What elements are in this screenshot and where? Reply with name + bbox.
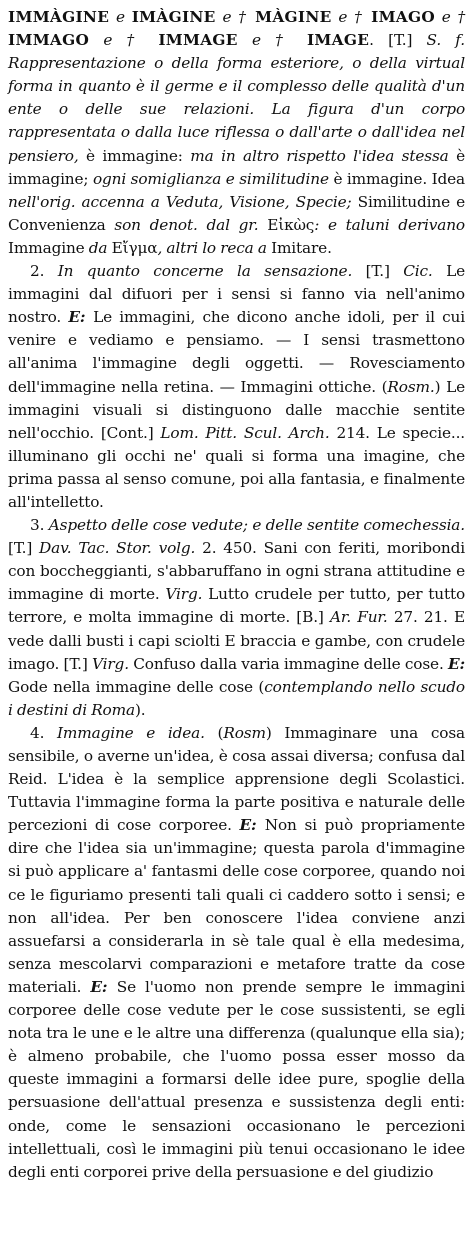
text-run: 3.	[30, 516, 49, 535]
text-run: IMMAGE	[158, 31, 238, 50]
text-run: IMMÀGINE	[8, 8, 110, 26]
text-run: (	[217, 723, 224, 742]
text-run: Lom. Pitt. Scul. Arch.	[160, 423, 337, 442]
text-run: e †	[237, 31, 307, 50]
text-run: e	[109, 8, 132, 26]
text-run: Immagine	[8, 238, 89, 257]
text-run: ) Immaginare una cosa sensibile, o averne un'idea, è cosa assai diversa; confusa dal Reid. L'idea è la semplice apprensione degli Scolastici. Tuttavia l'immagine forma la parte positiva e naturale delle percezioni di cose corporee.	[8, 723, 465, 835]
text-run: IMAGO	[371, 8, 435, 26]
text-run: 4.	[30, 723, 57, 742]
text-run: Cic.	[403, 262, 447, 281]
text-run: E:	[239, 816, 265, 835]
text-run: IMAGE	[306, 31, 370, 50]
text-run: IMMAGO	[8, 31, 90, 50]
text-run: Rosm.	[387, 377, 435, 396]
text-run: Εἴγμα	[111, 238, 158, 257]
text-run: è immagine;	[8, 146, 465, 188]
text-run: 214. Le specie... illuminano gli occhi ne' quali si forma una imagine, che prima passa al senso comune, poi alla fantasia, e finalmente all'intelletto.	[8, 423, 466, 511]
text-run: Similitudine e Convenienza	[8, 192, 465, 234]
text-run: 2.	[30, 262, 58, 281]
text-run: , altri lo reca a	[157, 238, 272, 257]
text-run: S. f. Rappresentazione o della forma esteriore, o della virtual forma in quanto è il germe e il complesso delle qualità d'un ente o delle sue relazioni. La figura d'un corpo rappresentata o dalla luce riflessa o dall'arte o dall'idea nel pensiero,	[8, 31, 465, 165]
text-run: . [T.]	[369, 31, 427, 50]
text-run: Virg.	[165, 585, 209, 604]
text-run: Confuso dalla varia immagine delle cose.	[133, 654, 448, 673]
text-run: Veduta, Visione, Specie;	[165, 192, 358, 211]
text-run: Dav. Tac. Stor. volg.	[39, 539, 203, 558]
text-run: e †	[89, 31, 159, 50]
text-run: e †	[434, 8, 466, 26]
text-run: Se l'uomo non prende sempre le immagini corporee delle cose vedute per le cose sussistenti, se egli nota tra le une e le altre una differenza (qualunque ella sia); è almeno probabile, che l'uomo possa esser mosso da queste immagini a formarsi delle idee pure, spoglie della persuasione dell'attual presenza e sussistenza degli enti: onde, come le sensazioni occasionano le percezioni intellettuali, così le immagini più tenui occasionano le idee degli enti corporei prive della persuasione e del giudizio	[8, 977, 466, 1181]
text-run: Le immagini dal difuori per i sensi si fanno via nell'animo nostro.	[8, 262, 465, 327]
text-run: E:	[68, 308, 94, 327]
text-run: [T.]	[365, 262, 404, 281]
text-run: In quanto concerne la sensazione.	[57, 262, 366, 281]
text-run: IMÀGINE	[131, 8, 216, 26]
section-2-sensazione	[8, 260, 465, 514]
text-run: è immagine:	[86, 146, 191, 165]
text-run: ).	[134, 700, 146, 719]
text-run: 2. 450. Sani con feriti, moribondi con boccheggianti, s'abbaruffano in ogni strana attitudine e immagine di morte.	[8, 539, 465, 604]
text-run: [T.]	[8, 539, 40, 558]
text-run: Virg.	[92, 654, 134, 673]
section-4-immagine-e-idea	[8, 722, 465, 1184]
text-run: 27. 21. E vede dalli busti i capi sciolti E braccia e gambe, con crudele imago. [T.]	[8, 608, 465, 673]
text-run: E:	[90, 977, 117, 996]
text-run: E:	[447, 654, 465, 673]
text-run: nell'orig. accenna a	[8, 192, 166, 211]
text-run: Lutto crudele per tutto, per tutto terrore, e molta immagine di morte. [B.]	[8, 585, 465, 627]
text-run: Non si può propriamente dire che l'idea sia un'immagine; questa parola d'immagine si può applicare a' fantasmi delle cose corporee, quando noi ce le figuriamo presenti tali quali ci caddero sotto i sensi; e non all'idea. Per ben conoscere l'idea conviene anzi assuefarsi a considerarla in sè tale qual è ella medesima, senza mescolarvi comparazioni e metafore tratte da cose materiali.	[8, 816, 465, 996]
text-run: Gode nella immagine delle cose (	[8, 677, 265, 696]
text-run: : e taluni derivano	[314, 215, 465, 234]
dictionary-entry-immagine	[8, 6, 465, 1184]
text-run: ogni somiglianza e similitudine	[92, 169, 334, 188]
text-run: da	[88, 238, 112, 257]
text-run: Immagine e idea.	[57, 723, 218, 742]
text-run: son denot. dal gr.	[114, 215, 268, 234]
text-run: Ar. Fur.	[329, 608, 394, 627]
text-run: e †	[215, 8, 256, 26]
text-run: Le immagini, che dicono anche idoli, per il cui venire e vediamo e pensiamo. — I sensi trasmettono all'anima l'immagine degli oggetti. — Rovesciamento dell'immagine nella retina. — Immagini ottiche. (	[8, 308, 465, 396]
text-run: Εἰκὼς	[267, 215, 315, 234]
text-run: è immagine. Idea	[333, 169, 465, 188]
text-run: ma in altro rispetto l'idea stessa	[190, 146, 457, 165]
text-run: e †	[331, 8, 372, 26]
entry-definition	[8, 6, 465, 260]
section-3-aspetto	[8, 514, 465, 722]
text-run: MÀGINE	[255, 8, 332, 26]
text-run: Imitare.	[271, 238, 332, 257]
text-run: Aspetto delle cose vedute; e delle sentite comechessia.	[48, 516, 465, 535]
text-run: contemplando nello scudo i destini di Roma	[8, 677, 465, 719]
text-run: ) Le immagini visuali si distinguono dalle macchie sentite nell'occhio. [Cont.]	[8, 377, 465, 442]
text-run: Rosm	[223, 723, 266, 742]
